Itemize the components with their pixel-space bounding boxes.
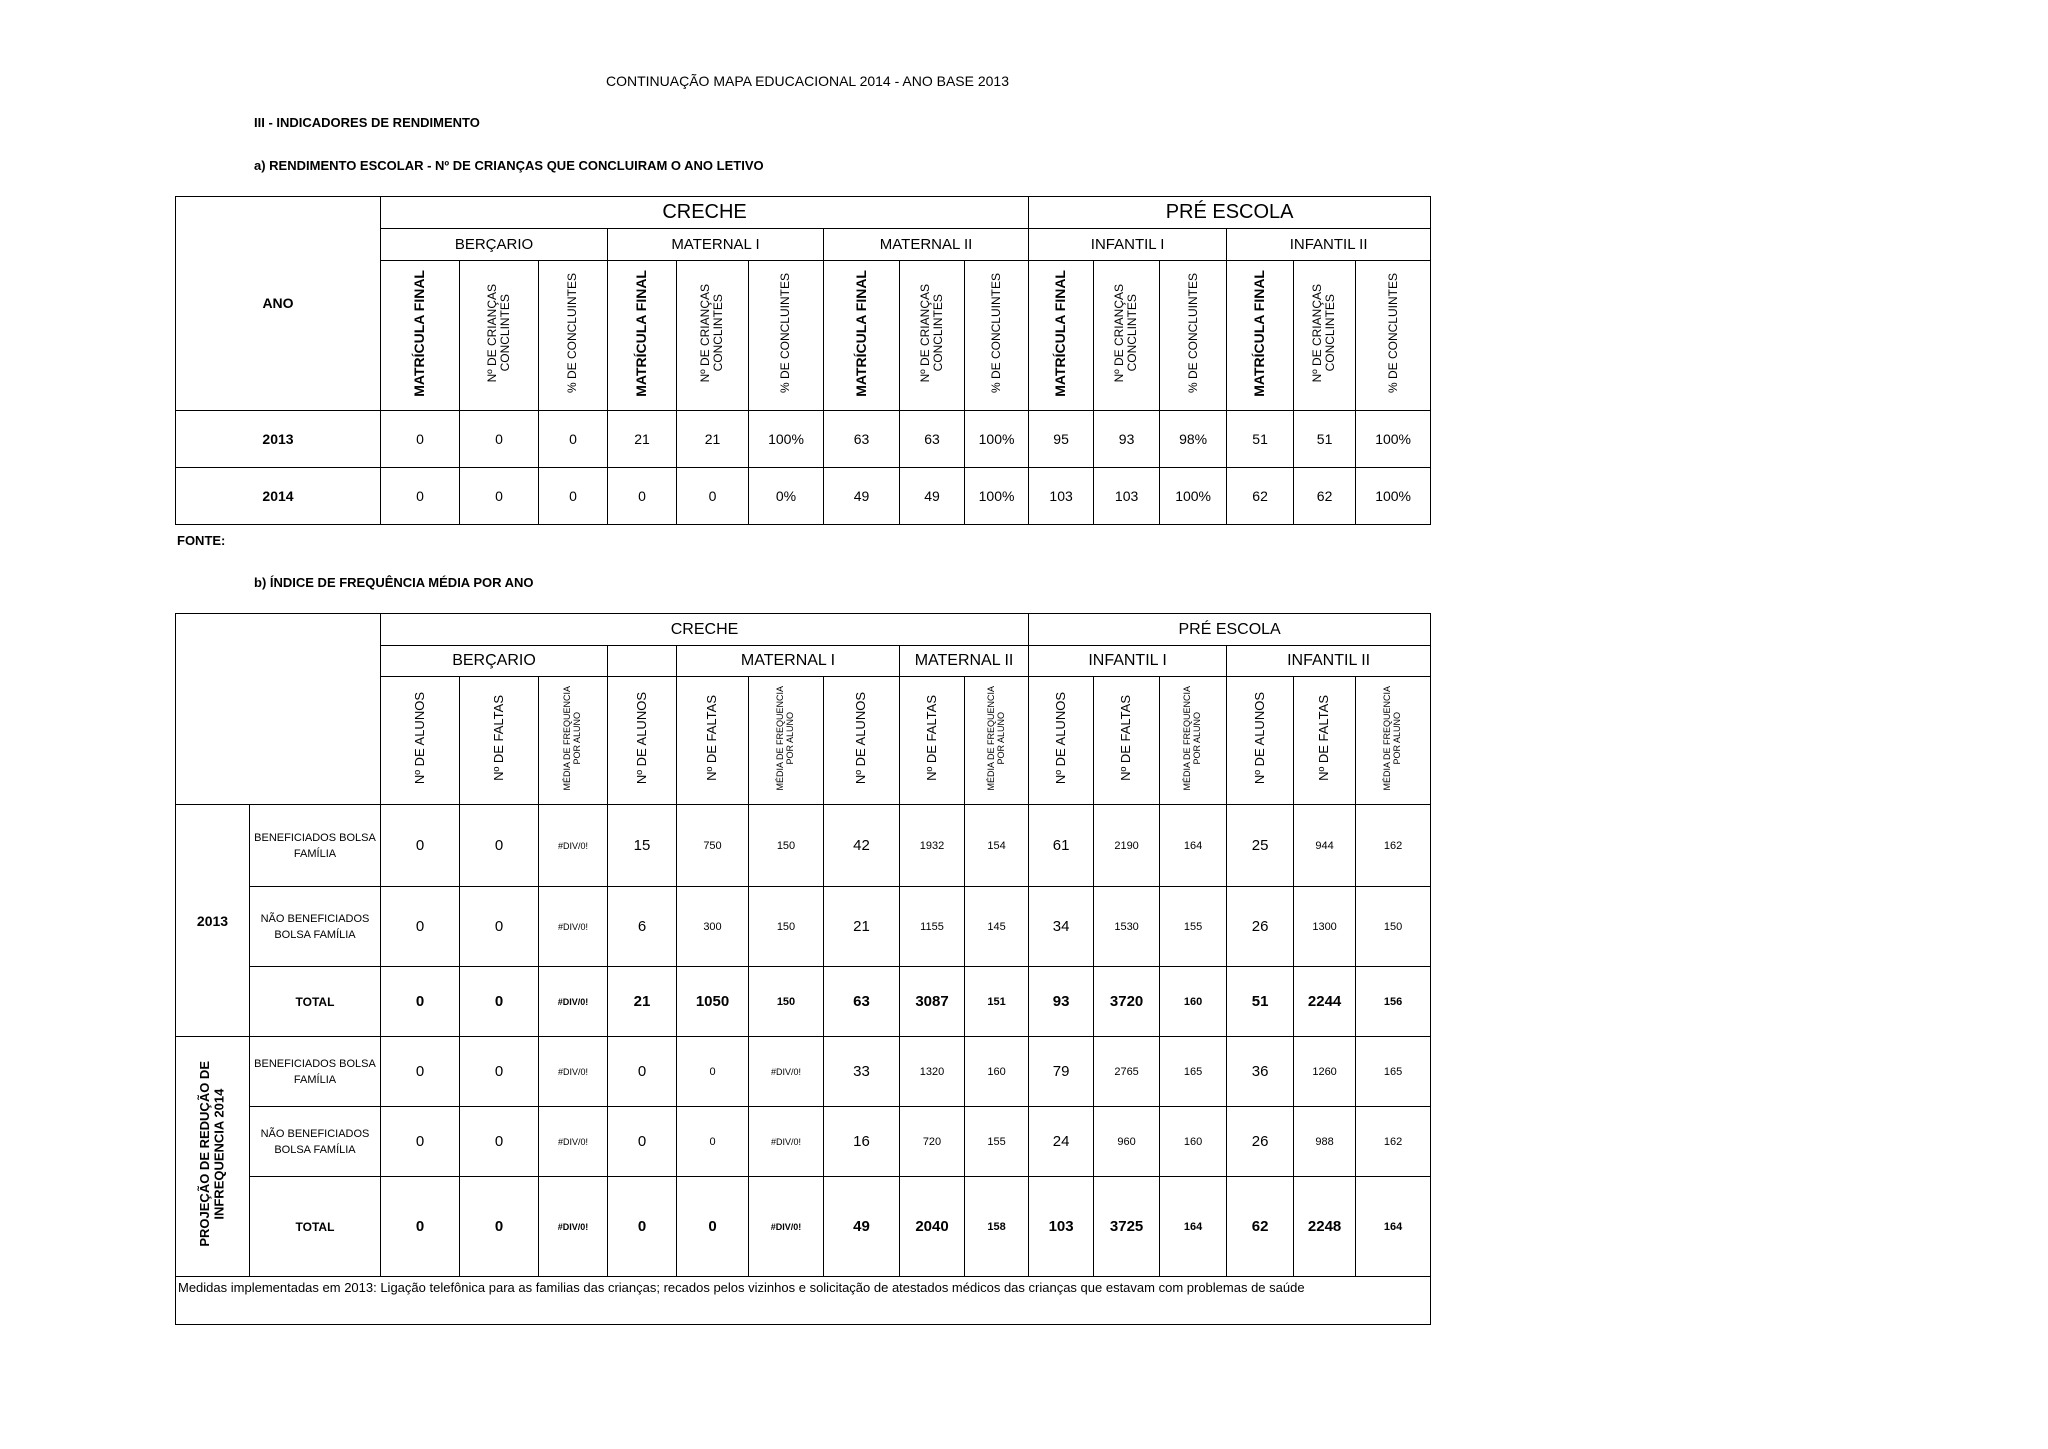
value-cell: 3087 [900, 967, 965, 1037]
value-cell: 0 [381, 468, 460, 525]
value-cell: 0 [539, 411, 608, 468]
value-cell: 155 [1160, 887, 1227, 967]
criancas-concluintes-label-line: CONCLINTES [1323, 294, 1338, 372]
pct-concluintes-header [965, 261, 1029, 411]
value-cell: 3720 [1094, 967, 1160, 1037]
value-cell: 988 [1294, 1107, 1356, 1177]
criancas-concluintes-label [1113, 284, 1139, 382]
criancas-concluintes-header [1294, 261, 1356, 411]
media-frequencia-label [776, 686, 796, 791]
criancas-concluintes-label-line: Nº DE CRIANÇAS [917, 283, 932, 383]
value-cell: 1320 [900, 1037, 965, 1107]
value-cell: 145 [965, 887, 1029, 967]
category-line: FAMÍLIA [293, 1073, 337, 1086]
value-cell: 0 [381, 967, 460, 1037]
value-cell: 0 [677, 1177, 749, 1277]
pre-escola-header: PRÉ ESCOLA [1029, 614, 1431, 646]
value-cell: 162 [1356, 1107, 1431, 1177]
value-cell: 0 [608, 468, 677, 525]
creche-header: CRECHE [381, 614, 1029, 646]
media-frequencia-label-line: MÉDIA DE FREQUENCIA [985, 685, 996, 791]
value-cell: 103 [1029, 1177, 1094, 1277]
creche-header: CRECHE [381, 197, 1029, 229]
value-cell: #DIV/0! [539, 805, 608, 887]
value-cell: 98% [1160, 411, 1227, 468]
alunos-label: Nº DE ALUNOS [411, 691, 427, 785]
value-cell: 0 [381, 805, 460, 887]
value-cell: 300 [677, 887, 749, 967]
stage-header: INFANTIL I [1029, 229, 1227, 261]
faltas-header [1294, 677, 1356, 805]
value-cell: 0 [381, 1177, 460, 1277]
subsection-a-title: a) RENDIMENTO ESCOLAR - Nº DE CRIANÇAS QUE CONCLUIRAM O ANO LETIVO [254, 158, 764, 173]
value-cell: 100% [1356, 411, 1431, 468]
matricula-final-header [824, 261, 900, 411]
criancas-concluintes-label [699, 284, 725, 382]
matricula-final-label: MATRÍCULA FINAL [852, 269, 869, 397]
value-cell: 1300 [1294, 887, 1356, 967]
media-frequencia-header [1160, 677, 1227, 805]
alunos-header [381, 677, 460, 805]
category-cell [250, 1107, 381, 1177]
value-cell: 51 [1227, 411, 1294, 468]
matricula-final-header [1029, 261, 1094, 411]
subsection-b-title: b) ÍNDICE DE FREQUÊNCIA MÉDIA POR ANO [254, 575, 534, 590]
section-title: III - INDICADORES DE RENDIMENTO [254, 115, 480, 130]
criancas-concluintes-label-line: CONCLINTES [1125, 294, 1140, 372]
value-cell: 154 [965, 805, 1029, 887]
value-cell: 0 [677, 1107, 749, 1177]
stage-header: MATERNAL I [608, 229, 824, 261]
stage-header: INFANTIL II [1227, 229, 1431, 261]
media-frequencia-label-line: MÉDIA DE FREQUENCIA [1182, 685, 1193, 791]
criancas-concluintes-label [486, 284, 512, 382]
value-cell: 720 [900, 1107, 965, 1177]
value-cell: #DIV/0! [539, 1107, 608, 1177]
media-frequencia-label-line: POR ALUNO [1392, 711, 1403, 765]
criancas-concluintes-label [919, 284, 945, 382]
projection-2014-cell [176, 1037, 250, 1277]
value-cell: 0 [460, 468, 539, 525]
value-cell: 21 [677, 411, 749, 468]
media-frequencia-header [539, 677, 608, 805]
value-cell: 3725 [1094, 1177, 1160, 1277]
alunos-header [1227, 677, 1294, 805]
value-cell: 160 [1160, 967, 1227, 1037]
pct-concluintes-label: % DE CONCLUINTES [988, 272, 1003, 394]
category-line: BENEFICIADOS BOLSA [254, 831, 376, 844]
projection-label-line: PROJEÇÃO DE REDUÇÃO DE [197, 1061, 213, 1247]
value-cell: 100% [1160, 468, 1227, 525]
value-cell: 100% [965, 411, 1029, 468]
value-cell: 150 [1356, 887, 1431, 967]
matricula-final-label: MATRÍCULA FINAL [633, 269, 650, 397]
value-cell: #DIV/0! [749, 1107, 824, 1177]
value-cell: 944 [1294, 805, 1356, 887]
value-cell: 158 [965, 1177, 1029, 1277]
value-cell: #DIV/0! [539, 1037, 608, 1107]
stage-header: INFANTIL I [1029, 646, 1227, 677]
value-cell: 6 [608, 887, 677, 967]
media-frequencia-label [987, 686, 1007, 791]
faltas-header [677, 677, 749, 805]
value-cell: 21 [824, 887, 900, 967]
criancas-concluintes-label-line: Nº DE CRIANÇAS [1310, 283, 1325, 383]
criancas-concluintes-label-line: CONCLINTES [498, 294, 512, 372]
value-cell: 51 [1294, 411, 1356, 468]
value-cell: 24 [1029, 1107, 1094, 1177]
value-cell: 150 [749, 805, 824, 887]
table-row [176, 967, 1431, 1037]
value-cell: 1050 [677, 967, 749, 1037]
faltas-label: Nº DE FALTAS [923, 695, 939, 781]
value-cell: 79 [1029, 1037, 1094, 1107]
pct-concluintes-header [749, 261, 824, 411]
value-cell: 42 [824, 805, 900, 887]
value-cell: 0 [381, 1037, 460, 1107]
value-cell: 21 [608, 411, 677, 468]
value-cell: 2244 [1294, 967, 1356, 1037]
value-cell: 0 [460, 805, 539, 887]
criancas-concluintes-label [1311, 284, 1337, 382]
value-cell: 2248 [1294, 1177, 1356, 1277]
media-frequencia-label-line: MÉDIA DE FREQUENCIA [775, 685, 786, 791]
value-cell: 1155 [900, 887, 965, 967]
year-2013-cell: 2013 [176, 805, 250, 1037]
year-cell: 2014 [176, 468, 381, 525]
criancas-concluintes-header [677, 261, 749, 411]
value-cell: 61 [1029, 805, 1094, 887]
pct-concluintes-label: % DE CONCLUINTES [1185, 272, 1200, 394]
value-cell: 36 [1227, 1037, 1294, 1107]
value-cell: 95 [1029, 411, 1094, 468]
projection-label-line: INFREQUENCIA 2014 [211, 1088, 227, 1220]
value-cell: #DIV/0! [539, 887, 608, 967]
criancas-concluintes-header [1094, 261, 1160, 411]
value-cell: 150 [749, 967, 824, 1037]
media-frequencia-label [1383, 686, 1403, 791]
value-cell: 0 [460, 1107, 539, 1177]
value-cell: 2765 [1094, 1037, 1160, 1107]
value-cell: 1530 [1094, 887, 1160, 967]
value-cell: 62 [1227, 1177, 1294, 1277]
alunos-label: Nº DE ALUNOS [1052, 691, 1068, 785]
fonte-label: FONTE: [177, 533, 226, 548]
value-cell: 100% [965, 468, 1029, 525]
year-cell: 2013 [176, 411, 381, 468]
pre-escola-header: PRÉ ESCOLA [1029, 197, 1431, 229]
value-cell: 0 [608, 1177, 677, 1277]
category-cell [250, 887, 381, 967]
value-cell: 0 [381, 411, 460, 468]
value-cell: 150 [749, 887, 824, 967]
value-cell: 2040 [900, 1177, 965, 1277]
category-line: FAMÍLIA [293, 847, 337, 860]
value-cell: 162 [1356, 805, 1431, 887]
value-cell: #DIV/0! [749, 1177, 824, 1277]
category-line: BOLSA FAMÍLIA [274, 928, 356, 941]
alunos-header [824, 677, 900, 805]
value-cell: 34 [1029, 887, 1094, 967]
value-cell: 2190 [1094, 805, 1160, 887]
value-cell: 0 [539, 468, 608, 525]
criancas-concluintes-header [460, 261, 539, 411]
matricula-final-label: MATRÍCULA FINAL [1052, 269, 1069, 397]
value-cell: 151 [965, 967, 1029, 1037]
faltas-label: Nº DE FALTAS [1118, 695, 1134, 781]
faltas-header [1094, 677, 1160, 805]
table-row [176, 1107, 1431, 1177]
table-row [176, 1177, 1431, 1277]
value-cell: 0 [608, 1107, 677, 1177]
media-frequencia-header [965, 677, 1029, 805]
value-cell: 93 [1094, 411, 1160, 468]
category-cell [250, 1037, 381, 1107]
value-cell: 33 [824, 1037, 900, 1107]
value-cell: 0 [608, 1037, 677, 1107]
value-cell: 155 [965, 1107, 1029, 1177]
ano-header: ANO [176, 197, 381, 411]
value-cell: 49 [824, 1177, 900, 1277]
matricula-final-label: MATRÍCULA FINAL [411, 269, 428, 397]
value-cell: 0 [381, 1107, 460, 1177]
value-cell: 103 [1094, 468, 1160, 525]
table-row [176, 468, 1431, 525]
pct-concluintes-label: % DE CONCLUINTES [778, 272, 793, 394]
media-frequencia-label-line: POR ALUNO [1192, 711, 1203, 765]
value-cell: 100% [749, 411, 824, 468]
table-row [176, 887, 1431, 967]
rendimento-table [175, 196, 1431, 525]
projection-label [198, 1061, 227, 1247]
value-cell: 0 [677, 1037, 749, 1107]
category-cell: TOTAL [250, 967, 381, 1037]
media-frequencia-label [563, 686, 583, 791]
criancas-concluintes-label-line: CONCLINTES [931, 294, 945, 372]
media-frequencia-header [749, 677, 824, 805]
value-cell: 26 [1227, 887, 1294, 967]
media-frequencia-label-line: MÉDIA DE FREQUENCIA [1382, 685, 1393, 791]
category-line: BENEFICIADOS BOLSA [254, 1057, 376, 1070]
alunos-label: Nº DE ALUNOS [633, 691, 649, 785]
criancas-concluintes-label-line: Nº DE CRIANÇAS [484, 283, 499, 383]
criancas-concluintes-header [900, 261, 965, 411]
value-cell: 0 [460, 967, 539, 1037]
value-cell: 750 [677, 805, 749, 887]
stage-header: MATERNAL I [677, 646, 900, 677]
value-cell: 16 [824, 1107, 900, 1177]
criancas-concluintes-label-line: CONCLINTES [711, 294, 726, 372]
value-cell: 164 [1160, 1177, 1227, 1277]
matricula-final-header [381, 261, 460, 411]
category-line: NÃO BENEFICIADOS [260, 1127, 370, 1140]
stage-header: BERÇARIO [381, 646, 608, 677]
value-cell: #DIV/0! [749, 1037, 824, 1107]
value-cell: 164 [1356, 1177, 1431, 1277]
value-cell: 63 [824, 967, 900, 1037]
criancas-concluintes-label-line: Nº DE CRIANÇAS [1112, 283, 1127, 383]
value-cell: 156 [1356, 967, 1431, 1037]
stage-header: MATERNAL II [824, 229, 1029, 261]
value-cell: 1260 [1294, 1037, 1356, 1107]
category-line: NÃO BENEFICIADOS [260, 912, 370, 925]
value-cell: 15 [608, 805, 677, 887]
media-frequencia-label-line: MÉDIA DE FREQUENCIA [562, 685, 573, 791]
value-cell: 160 [1160, 1107, 1227, 1177]
stage-header: INFANTIL II [1227, 646, 1431, 677]
value-cell: 49 [900, 468, 965, 525]
category-line: BOLSA FAMÍLIA [274, 1143, 356, 1156]
media-frequencia-label-line: POR ALUNO [572, 711, 582, 765]
alunos-header [1029, 677, 1094, 805]
blank-header-cell [608, 646, 677, 677]
matricula-final-header [1227, 261, 1294, 411]
criancas-concluintes-label-line: Nº DE CRIANÇAS [698, 283, 713, 383]
alunos-header [608, 677, 677, 805]
stage-header: BERÇARIO [381, 229, 608, 261]
frequencia-table [175, 613, 1431, 1325]
faltas-label: Nº DE FALTAS [490, 695, 506, 781]
value-cell: 62 [1294, 468, 1356, 525]
value-cell: 63 [900, 411, 965, 468]
table-row [176, 1037, 1431, 1107]
value-cell: 160 [965, 1037, 1029, 1107]
value-cell: 51 [1227, 967, 1294, 1037]
pct-concluintes-header [1356, 261, 1431, 411]
document-title: CONTINUAÇÃO MAPA EDUCACIONAL 2014 - ANO BASE 2013 [605, 73, 1010, 89]
pct-concluintes-header [539, 261, 608, 411]
value-cell: 62 [1227, 468, 1294, 525]
media-frequencia-label [1183, 686, 1203, 791]
value-cell: 21 [608, 967, 677, 1037]
value-cell: 0 [381, 887, 460, 967]
matricula-final-label: MATRÍCULA FINAL [1251, 269, 1268, 397]
table-row [176, 805, 1431, 887]
value-cell: 0 [677, 468, 749, 525]
pct-concluintes-header [1160, 261, 1227, 411]
value-cell: 165 [1160, 1037, 1227, 1107]
pct-concluintes-label: % DE CONCLUINTES [565, 272, 580, 394]
alunos-label: Nº DE ALUNOS [1251, 691, 1267, 785]
measures-note: Medidas implementadas em 2013: Ligação telefônica para as familias das crianças; recados pelos vizinhos e solicitação de atestados médicos das crianças que estavam com problemas de saúde [176, 1277, 1431, 1325]
alunos-label: Nº DE ALUNOS [853, 691, 869, 785]
faltas-header [900, 677, 965, 805]
value-cell: 103 [1029, 468, 1094, 525]
value-cell: 0% [749, 468, 824, 525]
table-row [176, 411, 1431, 468]
faltas-label: Nº DE FALTAS [1316, 695, 1332, 781]
value-cell: 0 [460, 887, 539, 967]
stage-header: MATERNAL II [900, 646, 1029, 677]
value-cell: #DIV/0! [539, 967, 608, 1037]
media-frequencia-label-line: POR ALUNO [785, 711, 795, 765]
corner-cell [176, 614, 381, 805]
value-cell: 63 [824, 411, 900, 468]
media-frequencia-header [1356, 677, 1431, 805]
value-cell: 0 [460, 411, 539, 468]
value-cell: 164 [1160, 805, 1227, 887]
value-cell: 100% [1356, 468, 1431, 525]
category-cell [250, 805, 381, 887]
value-cell: 0 [460, 1177, 539, 1277]
value-cell: 0 [460, 1037, 539, 1107]
pct-concluintes-label: % DE CONCLUINTES [1385, 272, 1400, 394]
media-frequencia-label-line: POR ALUNO [995, 711, 1006, 765]
value-cell: #DIV/0! [539, 1177, 608, 1277]
value-cell: 93 [1029, 967, 1094, 1037]
value-cell: 960 [1094, 1107, 1160, 1177]
faltas-label: Nº DE FALTAS [704, 695, 720, 781]
value-cell: 1932 [900, 805, 965, 887]
value-cell: 26 [1227, 1107, 1294, 1177]
matricula-final-header [608, 261, 677, 411]
category-cell: TOTAL [250, 1177, 381, 1277]
value-cell: 25 [1227, 805, 1294, 887]
value-cell: 49 [824, 468, 900, 525]
faltas-header [460, 677, 539, 805]
value-cell: 165 [1356, 1037, 1431, 1107]
